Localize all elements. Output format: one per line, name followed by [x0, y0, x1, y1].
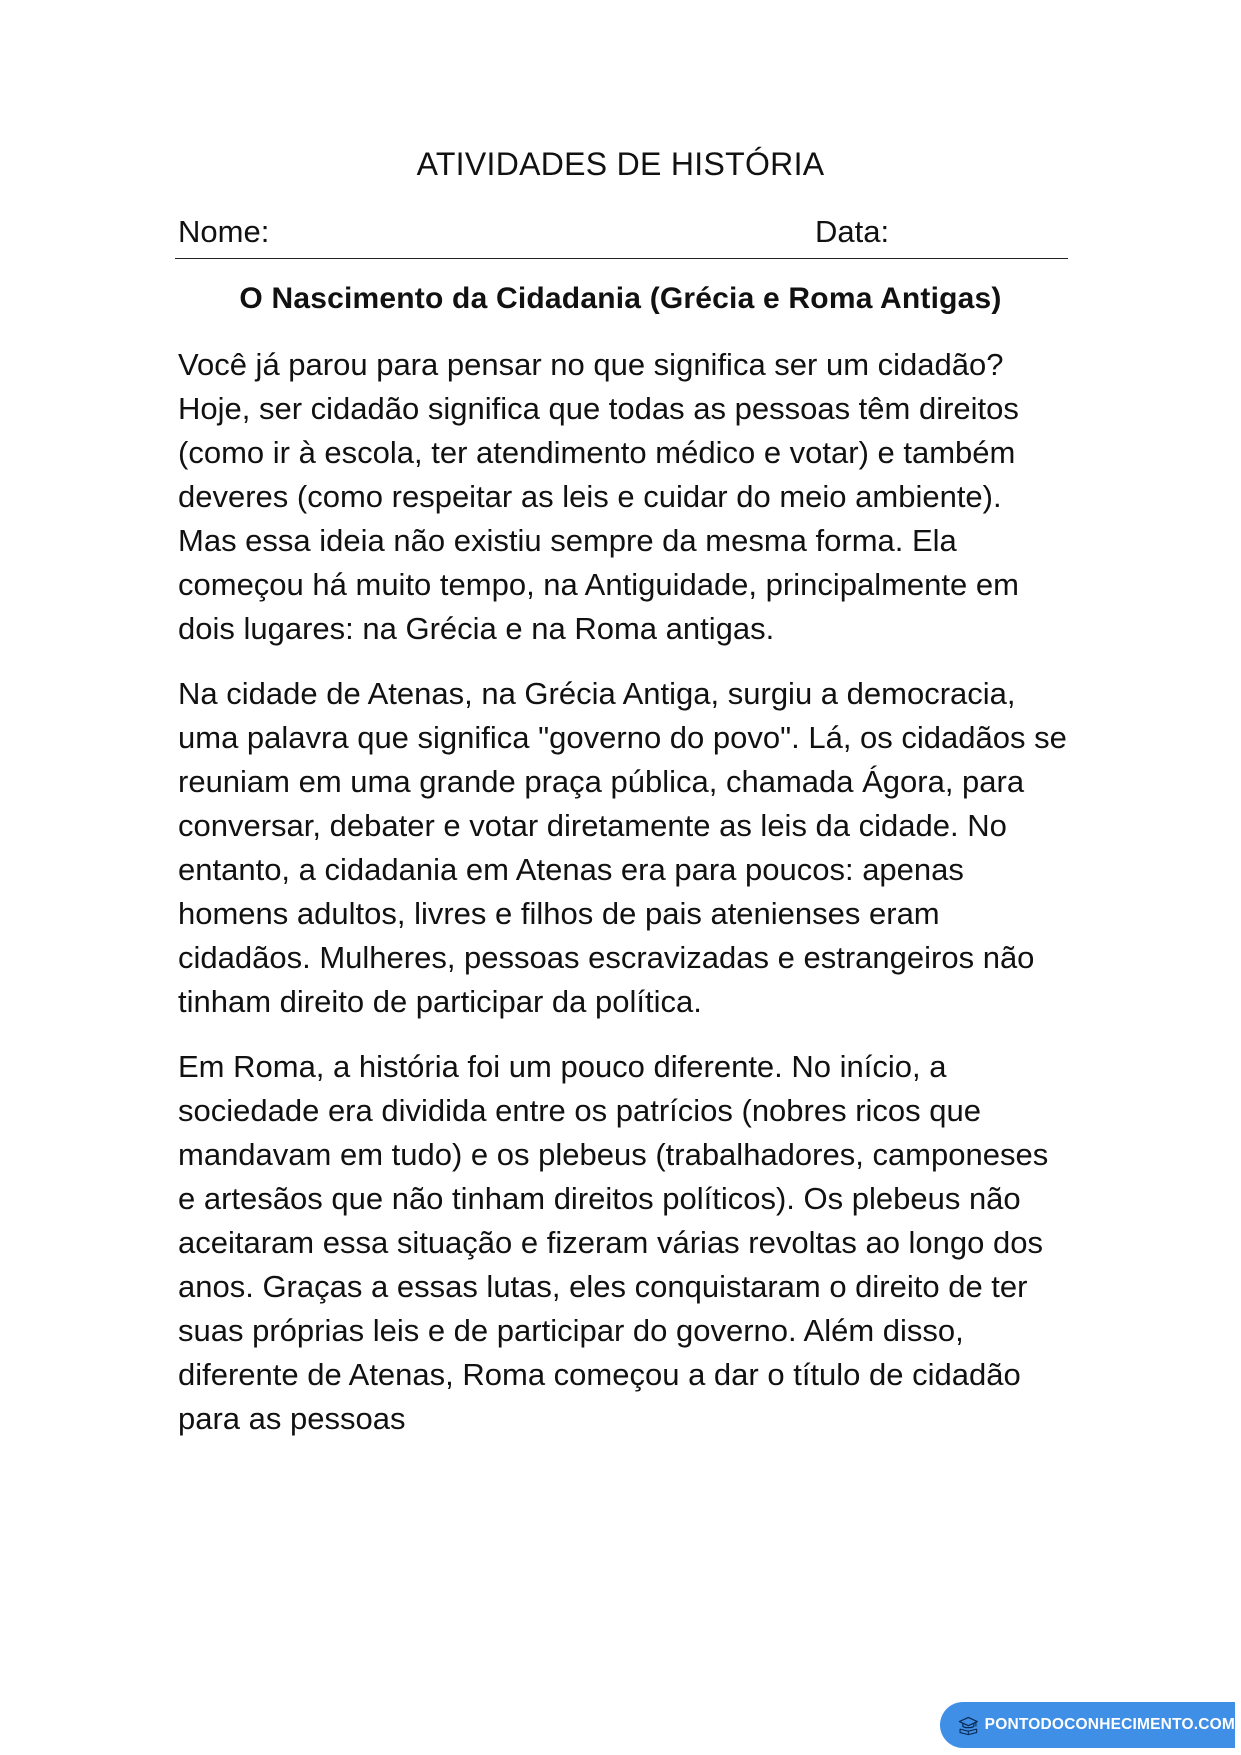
worksheet-title: ATIVIDADES DE HISTÓRIA	[416, 146, 825, 182]
article-title: O Nascimento da Cidadania (Grécia e Roma Antigas)	[239, 282, 1002, 315]
article-paragraph: Você já parou para pensar no que significa ser um cidadão? Hoje, ser cidadão significa que todas as pessoas têm direitos (como ir à escola, ter atendimento médico e votar) e também deveres (como respeitar as leis e cuidar do meio ambiente). Mas essa ideia não existiu sempre da mesma forma. Ela começou há muito tempo, na Antiguidade, principalmente em dois lugares: na Grécia e na Roma antigas.	[178, 347, 1019, 646]
date-field-label: Data:	[815, 214, 890, 249]
name-field-label: Nome:	[178, 214, 270, 249]
fields-underline	[175, 258, 1068, 259]
article-paragraph: Na cidade de Atenas, na Grécia Antiga, surgiu a democracia, uma palavra que significa "governo do povo". Lá, os cidadãos se reuniam em uma grande praça pública, chamada Ágora, para conversar, debater e votar diretamente as leis da cidade. No entanto, a cidadania em Atenas era para poucos: apenas homens adultos, livres e filhos de pais atenienses eram cidadãos. Mulheres, pessoas escravizadas e estrangeiros não tinham direito de participar da política.	[178, 676, 1067, 1019]
graduation-cap-book-icon	[958, 1710, 979, 1740]
article-paragraph: Em Roma, a história foi um pouco diferente. No início, a sociedade era dividida entre os patrícios (nobres ricos que mandavam em tudo) e os plebeus (trabalhadores, camponeses e artesãos que não tinham direitos políticos). Os plebeus não aceitaram essa situação e fizeram várias revoltas ao longo dos anos. Graças a essas lutas, eles conquistaram o direito de ter suas próprias leis e de participar do governo. Além disso, diferente de Atenas, Roma começou a dar o título de cidadão para as pessoas	[178, 1049, 1049, 1436]
article-body	[178, 343, 1068, 1462]
student-fields	[175, 214, 1065, 258]
watermark-text: PONTODOCONHECIMENTO.COM	[984, 1716, 1235, 1733]
site-watermark-badge	[940, 1702, 1235, 1748]
